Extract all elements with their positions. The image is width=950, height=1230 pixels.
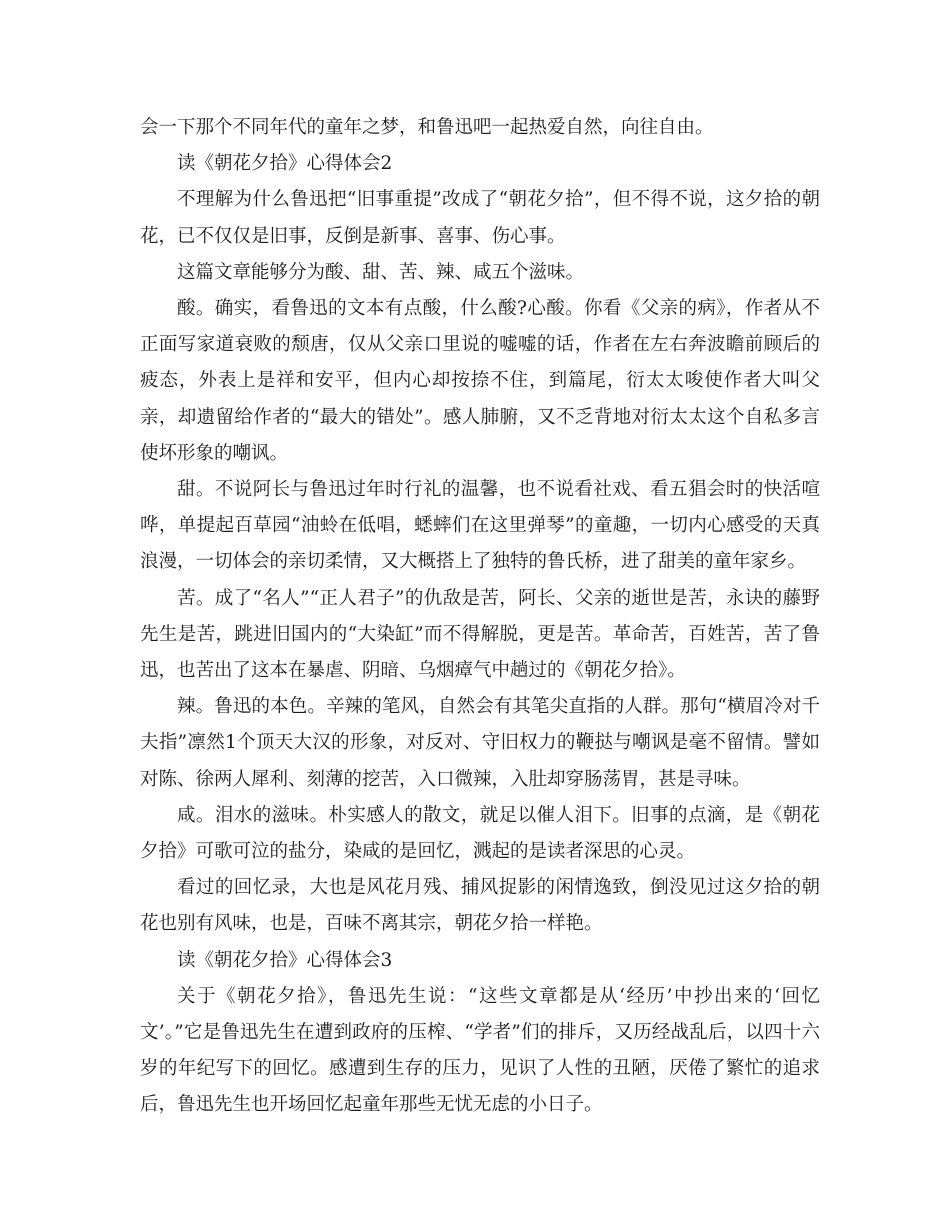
- paragraph-spicy: 辣。鲁迅的本色。辛辣的笔风，自然会有其笔尖直指的人群。那句“横眉冷对千夫指”凛然1个顶天大汉的形象，对反对、守旧权力的鞭挞与嘲讽是毫不留情。譬如对陈、徐两人犀利、刻薄的挖苦，入口微辣，入肚却穿肠荡胃，甚是寻味。: [140, 696, 820, 790]
- section-heading-2: 读《朝花夕拾》心得体会2: [177, 153, 393, 175]
- paragraph-continuation: 会一下那个不同年代的童年之梦，和鲁迅吧一起热爱自然，向往自由。: [140, 117, 714, 138]
- paragraph-sour: 酸。确实，看鲁迅的文本有点酸，什么酸?心酸。你看《父亲的病》，作者从不正面写家道衰败的颓唐，仅从父亲口里说的嘘嘘的话，作者在左右奔波瞻前顾后的疲态，外表上是祥和安平，但内心却按捺不住，到篇尾，衍太太唆使作者大叫父亲，却遗留给作者的“最大的错处”。感人肺腑，又不乏背地对衍太太这个自私多言使坏形象的嘲讽。: [140, 298, 820, 464]
- section-heading-3: 读《朝花夕拾》心得体会3: [177, 949, 393, 971]
- paragraph-sweet: 甜。不说阿长与鲁迅过年时行礼的温馨，也不说看社戏、看五猖会时的快活喧哗，单提起百草园“油蛉在低唱，蟋蟀们在这里弹琴”的童趣，一切内心感受的天真浪漫，一切体会的亲切柔情，又大概搭上了独特的鲁氏桥，进了甜美的童年家乡。: [140, 479, 820, 573]
- paragraph: 这篇文章能够分为酸、甜、苦、辣、咸五个滋味。: [177, 261, 585, 283]
- paragraph: 看过的回忆录，大也是风花月残、捕风捉影的闲情逸致，倒没见过这夕拾的朝花也别有风味，也是，百味不离其宗，朝花夕拾一样艳。: [140, 877, 820, 935]
- paragraph-bitter: 苦。成了“名人”“正人君子”的仇敌是苦，阿长、父亲的逝世是苦，永诀的藤野先生是苦，跳进旧国内的“大染缸”而不得解脱，更是苦。革命苦，百姓苦，苦了鲁迅，也苦出了这本在暴虐、阴暗、乌烟瘴气中趟过的《朝花夕拾》。: [140, 587, 820, 682]
- paragraph-salty: 咸。泪水的滋味。朴实感人的散文，就足以催人泪下。旧事的点滴，是《朝花夕拾》可歌可泣的盐分，染咸的是回忆，溅起的是读者深思的心灵。: [140, 804, 820, 863]
- document-body: [140, 110, 820, 1124]
- paragraph: 不理解为什么鲁迅把“旧事重提”改成了“朝花夕拾”，但不得不说，这夕拾的朝花，已不仅仅是旧事，反倒是新事、喜事、伤心事。: [140, 189, 820, 247]
- paragraph: 关于《朝花夕拾》，鲁迅先生说：“这些文章都是从‘经历’中抄出来的‘回忆文’。”它是鲁迅先生在遭到政府的压榨、“学者”们的排斥，又历经战乱后，以四十六岁的年纪写下的回忆。感遭到生存的压力，见识了人性的丑陋，厌倦了繁忙的追求后，鲁迅先生也开场回忆起童年那些无忧无虑的小日子。: [140, 985, 820, 1116]
